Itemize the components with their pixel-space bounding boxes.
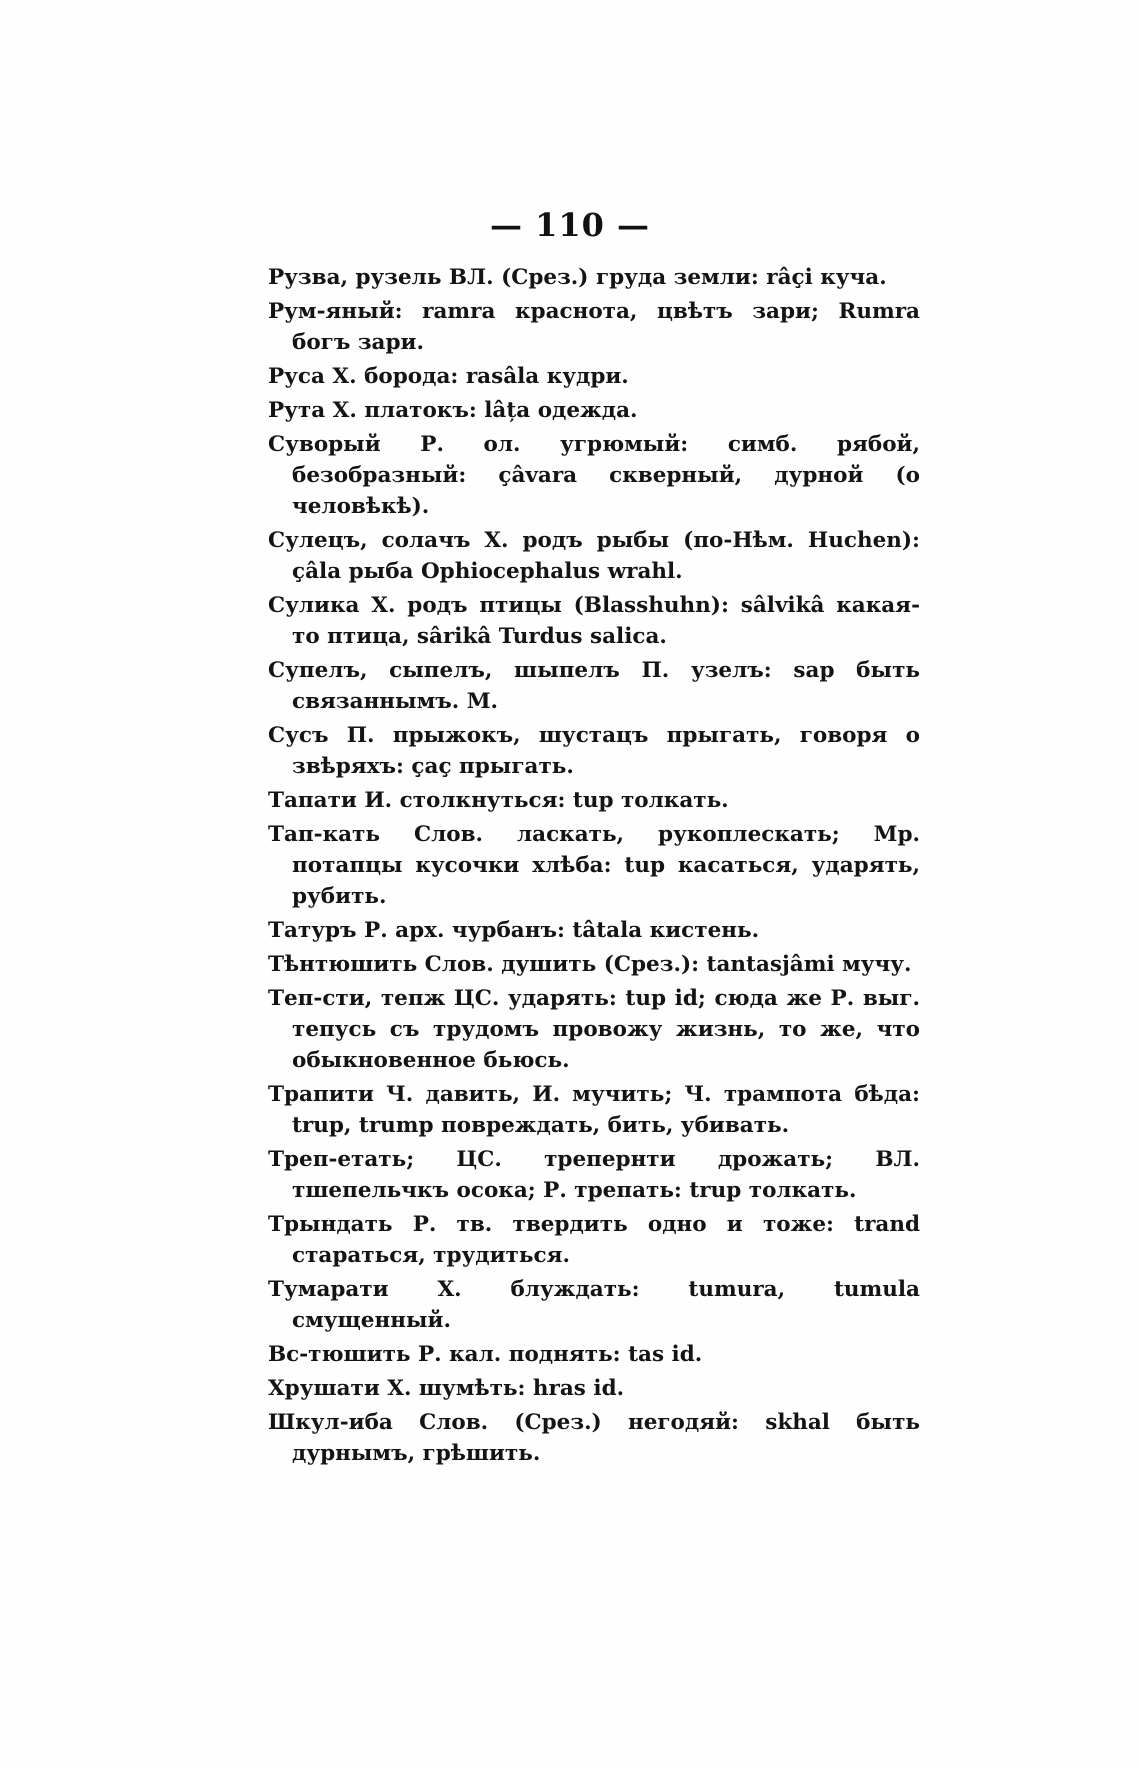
dictionary-entry: Сулецъ, солачъ Х. родъ рыбы (по-Нѣм. Huchen): çâla рыба Ophiocephalus wrahl.: [268, 528, 920, 584]
dictionary-entry: Сусъ П. прыжокъ, шустацъ прыгать, говоря о звѣряхъ: çaç прыгать.: [268, 723, 920, 779]
dictionary-entry: Теп-сти, тепж ЦС. ударять: tup id; сюда же Р. выг. тепусь съ трудомъ провожу жизнь, то же, что обыкновенное бьюсь.: [268, 986, 920, 1073]
dictionary-entry: Рум-яный: ramra краснота, цвѣтъ зари; Rumra богъ зари.: [268, 299, 920, 355]
dictionary-entry: Трапити Ч. давить, И. мучить; Ч. трампота бѣда: trup, trump повреждать, бить, убивать.: [268, 1082, 920, 1138]
page-number: — 110 —: [489, 206, 651, 244]
dictionary-entry: Рута Х. платокъ: lâța одежда.: [268, 398, 638, 423]
dictionary-entry: Татуръ Р. арх. чурбанъ: tâtala кистень.: [268, 918, 760, 943]
dictionary-entry: Суворый Р. ол. угрюмый: симб. рябой, безобразный: çâvara скверный, дурной (о человѣкѣ).: [268, 432, 920, 519]
dictionary-entry: Рузва, рузель ВЛ. (Срез.) груда земли: râçi куча.: [268, 265, 887, 290]
dictionary-entry: Хрушати Х. шумѣть: hras id.: [268, 1376, 625, 1401]
dictionary-entry: Тап-кать Слов. ласкать, рукоплескать; Мр. потапцы кусочки хлѣба: tup касаться, ударять, рубить.: [268, 822, 920, 909]
dictionary-entry: Тапати И. столкнуться: tup толкать.: [268, 788, 729, 813]
dictionary-entry: Треп-етать; ЦС. трепернти дрожать; ВЛ. тшепельчкъ осока; Р. трепать: trup толкать.: [268, 1147, 920, 1203]
dictionary-entry: Тумарати Х. блуждать: tumura, tumula смущенный.: [268, 1277, 920, 1333]
dictionary-entry: Трындать Р. тв. твердить одно и тоже: trand стараться, трудиться.: [268, 1212, 920, 1268]
dictionary-entry: Вс-тюшить Р. кал. поднять: tas id.: [268, 1342, 703, 1367]
dictionary-entry: Супелъ, сыпелъ, шыпелъ П. узелъ: sap быть связаннымъ. М.: [268, 658, 920, 714]
dictionary-entry: Шкул-иба Слов. (Срез.) негодяй: skhal быть дурнымъ, грѣшить.: [268, 1410, 920, 1466]
dictionary-entry: Руса Х. борода: rasâla кудри.: [268, 364, 629, 389]
dictionary-entry: Сулика Х. родъ птицы (Blasshuhn): sâlvikâ какая-то птица, sârikâ Turdus salica.: [268, 593, 920, 649]
dictionary-entry: Тѣнтюшить Слов. душить (Срез.): tantasjâmi мучу.: [268, 952, 912, 977]
dictionary-entries: [268, 262, 920, 1472]
